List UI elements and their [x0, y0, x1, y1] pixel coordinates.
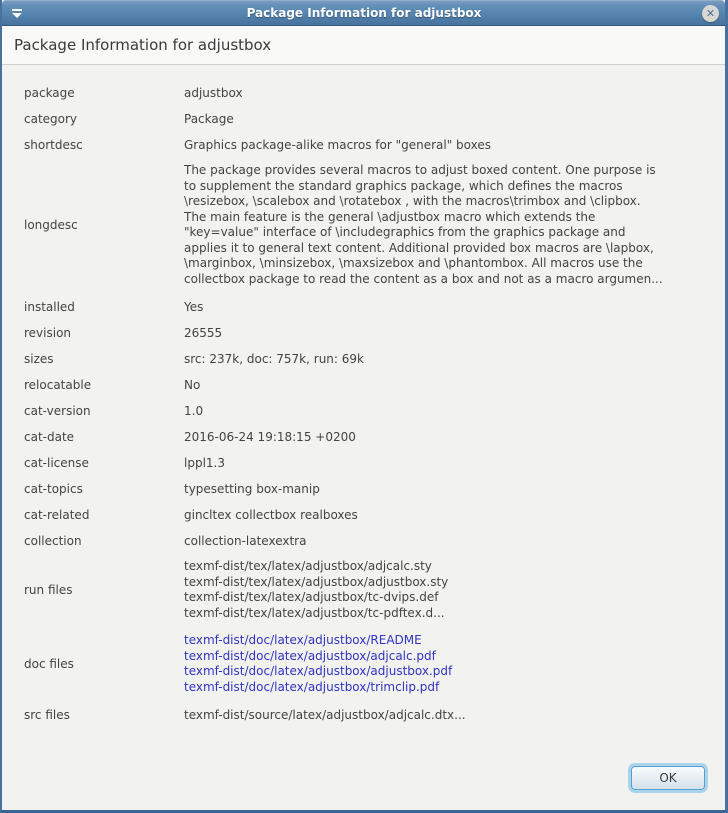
titlebar: [2, 0, 725, 26]
field-row-cat-version: [24, 403, 715, 419]
field-value: [184, 559, 715, 621]
field-row-run-files: [24, 559, 715, 621]
field-row-cat-related: [24, 507, 715, 523]
longdesc-line: "key=value" interface of \includegraphics from the graphics package and: [184, 225, 626, 239]
field-value: No: [184, 378, 201, 392]
doc-file-link[interactable]: texmf-dist/doc/latex/adjustbox/adjustbox.pdf: [184, 664, 453, 678]
run-file-path: texmf-dist/tex/latex/adjustbox/tc-pdftex.d...: [184, 605, 445, 620]
field-value: Package: [184, 112, 234, 126]
field-label: src files: [24, 708, 70, 722]
run-file-path: texmf-dist/tex/latex/adjustbox/adjustbox.sty: [184, 574, 449, 589]
field-row-sizes: [24, 351, 715, 367]
field-row-cat-topics: [24, 481, 715, 497]
field-label: relocatable: [24, 378, 92, 392]
field-row-shortdesc: [24, 137, 715, 153]
longdesc-line: \marginbox, \minsizebox, \maxsizebox and \phantombox. All macros use the: [184, 256, 643, 270]
field-label: run files: [24, 583, 73, 597]
field-value: Graphics package-alike macros for "general" boxes: [184, 138, 491, 152]
field-label: shortdesc: [24, 138, 83, 152]
field-value: [184, 163, 715, 287]
field-value: gincltex collectbox realboxes: [184, 508, 358, 522]
field-value: lppl1.3: [184, 456, 225, 470]
field-value: [184, 633, 715, 695]
field-row-revision: [24, 325, 715, 341]
field-value: typesetting box-manip: [184, 482, 320, 496]
field-value: Yes: [184, 300, 204, 314]
doc-file-link[interactable]: texmf-dist/doc/latex/adjustbox/adjcalc.pdf: [184, 648, 436, 663]
dialog-header: [2, 26, 725, 65]
run-file-path: texmf-dist/tex/latex/adjustbox/tc-dvips.def: [184, 590, 439, 604]
field-value: texmf-dist/source/latex/adjustbox/adjcalc.dtx...: [184, 708, 466, 722]
field-row-category: [24, 111, 715, 127]
field-value: src: 237k, doc: 757k, run: 69k: [184, 352, 364, 366]
field-row-src-files: [24, 707, 715, 723]
run-file-path: texmf-dist/tex/latex/adjustbox/adjcalc.sty: [184, 559, 432, 573]
field-row-collection: [24, 533, 715, 549]
field-label: cat-version: [24, 404, 91, 418]
window-menu-icon[interactable]: [8, 4, 26, 22]
doc-file-link[interactable]: texmf-dist/doc/latex/adjustbox/README: [184, 633, 422, 647]
field-label: category: [24, 112, 78, 126]
field-value: 1.0: [184, 404, 204, 418]
ok-button[interactable]: OK: [631, 766, 705, 790]
field-label: package: [24, 86, 75, 100]
longdesc-line: The package provides several macros to adjust boxed content. One purpose is: [184, 163, 656, 177]
field-row-cat-date: [24, 429, 715, 445]
field-row-relocatable: [24, 377, 715, 393]
field-label: installed: [24, 300, 75, 314]
field-row-installed: [24, 299, 715, 315]
page-title: Package Information for adjustbox: [14, 36, 272, 54]
field-label: cat-related: [24, 508, 90, 522]
field-label: longdesc: [24, 218, 78, 232]
field-value: adjustbox: [184, 86, 243, 100]
field-label: sizes: [24, 352, 54, 366]
field-row-doc-files: [24, 633, 715, 695]
field-value: 2016-06-24 19:18:15 +0200: [184, 430, 356, 444]
package-info-list: [2, 65, 725, 752]
field-label: cat-topics: [24, 482, 83, 496]
window-title: Package Information for adjustbox: [246, 6, 482, 20]
doc-file-link[interactable]: texmf-dist/doc/latex/adjustbox/trimclip.pdf: [184, 679, 440, 694]
field-row-longdesc: [24, 163, 715, 287]
close-icon[interactable]: ✕: [702, 5, 719, 22]
field-row-cat-license: [24, 455, 715, 471]
field-label: revision: [24, 326, 72, 340]
field-label: cat-license: [24, 456, 89, 470]
longdesc-line: collectbox package to read the content as a box and not as a macro argumen...: [184, 271, 663, 286]
longdesc-line: The main feature is the general \adjustbox macro which extends the: [184, 209, 596, 224]
field-label: collection: [24, 534, 82, 548]
field-label: doc files: [24, 657, 74, 671]
field-row-package: [24, 85, 715, 101]
field-value: collection-latexextra: [184, 534, 307, 548]
field-label: cat-date: [24, 430, 75, 444]
longdesc-line: applies it to general text content. Additional provided box macros are \lapbox,: [184, 240, 654, 255]
longdesc-line: to supplement the standard graphics package, which defines the macros: [184, 178, 623, 193]
dialog-footer: [2, 752, 725, 810]
field-value: 26555: [184, 326, 223, 340]
longdesc-line: \resizebox, \scalebox and \rotatebox , with the macros\trimbox and \clipbox.: [184, 194, 641, 208]
